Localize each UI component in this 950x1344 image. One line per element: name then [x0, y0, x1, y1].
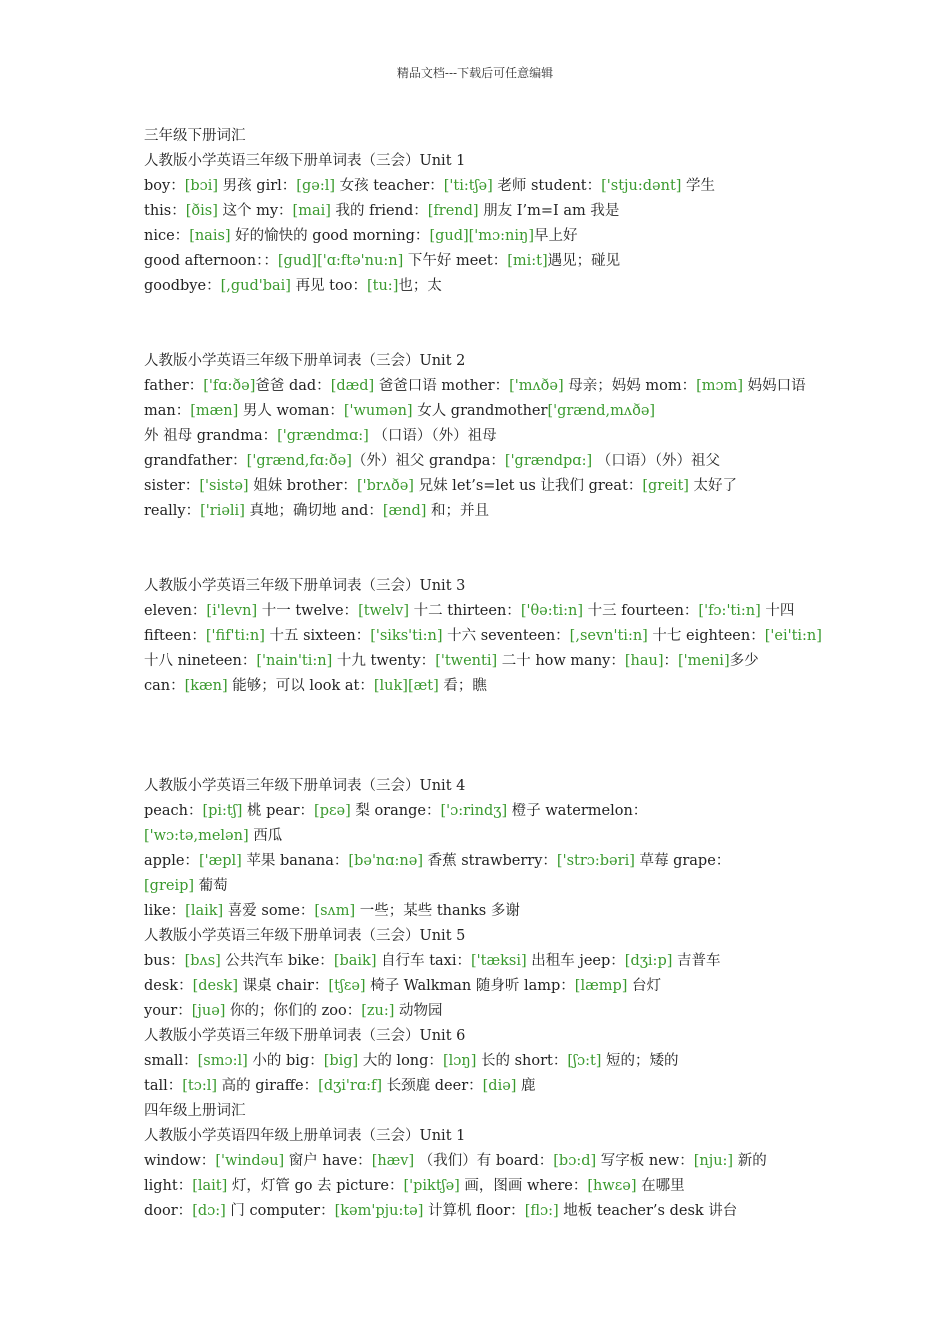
word-text: 十四	[760, 603, 795, 619]
word-text: 也；太	[398, 278, 442, 294]
phonetic-text: [greip]	[144, 878, 195, 894]
word-text: 兄妹 let’s=let us 让我们 great：	[413, 478, 643, 494]
blank-space	[144, 299, 834, 349]
phonetic-text: ['grænd,mʌðə]	[547, 403, 656, 419]
phonetic-text: ['æpl]	[198, 853, 242, 869]
phonetic-text: [ðis]	[185, 203, 218, 219]
word-text: 十六 seventeen：	[442, 628, 570, 644]
word-text: 人教版小学英语三年级下册单词表（三会）Unit 3	[144, 578, 466, 594]
word-text: （口语）（外）祖父	[592, 453, 720, 469]
phonetic-text: [smɔ:l]	[197, 1053, 248, 1069]
word-text: 早上好	[534, 228, 578, 244]
text-line	[144, 399, 834, 424]
word-text: eleven：	[144, 603, 207, 619]
phonetic-text: [læmp]	[574, 978, 628, 994]
phonetic-text: ['fif'ti:n]	[205, 628, 265, 644]
phonetic-text: ['siks'ti:n]	[370, 628, 443, 644]
phonetic-text: ['ɔ:rindʒ]	[440, 803, 508, 819]
word-text: small：	[144, 1053, 198, 1069]
word-text: 男人 woman：	[238, 403, 344, 419]
word-text: 吉普车	[672, 953, 721, 969]
word-text: 下午好 meet：	[403, 253, 508, 269]
phonetic-text: [mi:t]	[507, 253, 548, 269]
word-text: 十五 sixteen：	[264, 628, 371, 644]
word-text: （我们）有 board：	[414, 1153, 554, 1169]
phonetic-text: ['sistə]	[199, 478, 249, 494]
word-text: 香蕉 strawberry：	[423, 853, 557, 869]
phonetic-text: [,gud'bai]	[220, 278, 291, 294]
text-line	[144, 124, 834, 149]
phonetic-text: [pi:tʃ]	[202, 803, 243, 819]
text-line	[144, 574, 834, 599]
word-text: 三年级下册词汇	[144, 128, 246, 144]
phonetic-text: [flɔ:]	[524, 1203, 559, 1219]
word-text: 在哪里	[636, 1178, 685, 1194]
word-text: 灯，灯管 go 去 picture：	[227, 1178, 404, 1194]
word-text: 十一 twelve：	[257, 603, 359, 619]
word-text: 妈妈口语	[743, 378, 806, 394]
text-line	[144, 674, 834, 699]
word-text: 新的	[733, 1153, 767, 1169]
word-text: 长颈鹿 deer：	[382, 1078, 483, 1094]
text-line	[144, 374, 834, 399]
phonetic-text: ['wɔ:tə,melən]	[144, 828, 249, 844]
word-text: door：	[144, 1203, 193, 1219]
phonetic-text: [laik]	[185, 903, 224, 919]
text-line	[144, 349, 834, 374]
word-text: 一些；某些 thanks 多谢	[355, 903, 520, 919]
phonetic-text: ['ei'ti:n]	[764, 628, 822, 644]
phonetic-text: ['mʌðə]	[509, 378, 564, 394]
phonetic-text: ['wumən]	[343, 403, 413, 419]
word-text: 人教版小学英语三年级下册单词表（三会）Unit 4	[144, 778, 466, 794]
word-text: 十九 twenty：	[332, 653, 436, 669]
word-text: 母亲；妈妈 mom：	[563, 378, 697, 394]
phonetic-text: [ænd]	[382, 503, 427, 519]
text-line	[144, 624, 834, 649]
word-text: 人教版小学英语三年级下册单词表（三会）Unit 1	[144, 153, 466, 169]
phonetic-text: ['meni]	[678, 653, 730, 669]
phonetic-text: [twelv]	[358, 603, 410, 619]
word-text: 姐妹 brother：	[248, 478, 357, 494]
phonetic-text: [big]	[323, 1053, 359, 1069]
text-line	[144, 849, 834, 874]
phonetic-text: [i'levn]	[206, 603, 258, 619]
word-text: 朋友 I’m=I am 我是	[478, 203, 620, 219]
phonetic-text: [tɔ:l]	[182, 1078, 218, 1094]
word-text: 计算机 floor：	[423, 1203, 525, 1219]
phonetic-text: ['grændmɑ:]	[277, 428, 369, 444]
text-line	[144, 249, 834, 274]
phonetic-text: ['piktʃə]	[403, 1178, 460, 1194]
phonetic-text: [baik]	[333, 953, 377, 969]
phonetic-text: [gud]['mɔ:niŋ]	[429, 228, 535, 244]
phonetic-text: [zu:]	[361, 1003, 395, 1019]
word-text: 真地；确切地 and：	[244, 503, 383, 519]
word-text: 遇见；碰见	[547, 253, 621, 269]
word-text: fifteen：	[144, 628, 206, 644]
word-text: goodbye：	[144, 278, 221, 294]
word-text: 门 computer：	[225, 1203, 335, 1219]
phonetic-text: [juə]	[191, 1003, 226, 1019]
word-text: 窗户 have：	[284, 1153, 372, 1169]
word-text: 短的；矮的	[601, 1053, 679, 1069]
phonetic-text: ['windəu]	[215, 1153, 285, 1169]
word-text: can：	[144, 678, 185, 694]
text-line	[144, 1124, 834, 1149]
word-text: this：	[144, 203, 186, 219]
word-text: 再见 too：	[290, 278, 367, 294]
phonetic-text: [dʒi:p]	[624, 953, 673, 969]
word-text: 十三 fourteen：	[583, 603, 699, 619]
phonetic-text: ['tæksi]	[471, 953, 527, 969]
word-text: 人教版小学英语三年级下册单词表（三会）Unit 6	[144, 1028, 466, 1044]
word-text: 好的愉快的 good morning：	[230, 228, 430, 244]
text-line	[144, 274, 834, 299]
word-text: bus：	[144, 953, 185, 969]
phonetic-text: [diə]	[482, 1078, 517, 1094]
phonetic-text: [hæv]	[371, 1153, 415, 1169]
phonetic-text: [lait]	[192, 1178, 228, 1194]
phonetic-text: [desk]	[192, 978, 238, 994]
word-text: window：	[144, 1153, 216, 1169]
word-text: 梨 orange：	[350, 803, 441, 819]
phonetic-text: [,sevn'ti:n]	[569, 628, 648, 644]
word-text: 西瓜	[248, 828, 283, 844]
phonetic-text: [gə:l]	[296, 178, 335, 194]
text-line	[144, 499, 834, 524]
text-line	[144, 424, 834, 449]
text-line	[144, 999, 834, 1024]
phonetic-text: [mai]	[292, 203, 331, 219]
phonetic-text: ['stju:dənt]	[601, 178, 682, 194]
word-text: grandfather：	[144, 453, 247, 469]
text-line	[144, 774, 834, 799]
phonetic-text: [bɔ:d]	[553, 1153, 597, 1169]
word-text: 苹果 banana：	[241, 853, 349, 869]
word-text: 动物园	[394, 1003, 443, 1019]
text-line	[144, 949, 834, 974]
word-text: 我的 friend：	[330, 203, 428, 219]
word-text: 鹿	[516, 1078, 536, 1094]
word-text: 椅子 Walkman 随身听 lamp：	[365, 978, 575, 994]
word-text: 看；瞧	[438, 678, 487, 694]
phonetic-text: [tʃɛə]	[328, 978, 366, 994]
phonetic-text: ['fɔ:'ti:n]	[698, 603, 761, 619]
word-text: peach：	[144, 803, 203, 819]
blank-space	[144, 699, 834, 774]
word-text: 写字板 new：	[596, 1153, 694, 1169]
word-text: good afternoon：：	[144, 253, 278, 269]
text-line	[144, 474, 834, 499]
phonetic-text: [dæd]	[330, 378, 375, 394]
word-text: 草莓 grape：	[634, 853, 731, 869]
word-text: nice：	[144, 228, 190, 244]
phonetic-text: [greit]	[642, 478, 689, 494]
phonetic-text: ['grænd,fɑ:ðə]	[246, 453, 352, 469]
text-line	[144, 174, 834, 199]
phonetic-text: [dʒi'rɑ:f]	[318, 1078, 383, 1094]
word-text: 十二 thirteen：	[409, 603, 521, 619]
word-text: 人教版小学英语四年级上册单词表（三会）Unit 1	[144, 1128, 466, 1144]
text-line	[144, 899, 834, 924]
word-text: 葡萄	[194, 878, 228, 894]
word-text: （外）祖父 grandpa：	[351, 453, 505, 469]
text-line	[144, 1024, 834, 1049]
text-line	[144, 149, 834, 174]
phonetic-text: ['fɑ:ðə]	[203, 378, 256, 394]
word-text: light：	[144, 1178, 193, 1194]
text-line	[144, 824, 834, 849]
word-text: father：	[144, 378, 204, 394]
phonetic-text: [kæn]	[184, 678, 228, 694]
phonetic-text: ['nain'ti:n]	[256, 653, 333, 669]
word-text: 公共汽车 bike：	[220, 953, 334, 969]
phonetic-text: [mɔm]	[696, 378, 744, 394]
word-text: 和；并且	[426, 503, 490, 519]
word-text: 课桌 chair：	[238, 978, 329, 994]
word-text: 高的 giraffe：	[217, 1078, 319, 1094]
text-line	[144, 649, 834, 674]
word-text: really：	[144, 503, 201, 519]
word-text: sister：	[144, 478, 200, 494]
word-text: （口语）（外）祖母	[368, 428, 497, 444]
phonetic-text: [nais]	[189, 228, 231, 244]
word-text: 女孩 teacher：	[335, 178, 444, 194]
text-line	[144, 1049, 834, 1074]
phonetic-text: [hwɛə]	[587, 1178, 637, 1194]
phonetic-text: [tu:]	[366, 278, 399, 294]
phonetic-text: [kəm'pju:tə]	[334, 1203, 424, 1219]
text-line	[144, 199, 834, 224]
blank-space	[144, 524, 834, 574]
text-line	[144, 1099, 834, 1124]
text-line	[144, 1074, 834, 1099]
phonetic-text: [nju:]	[693, 1153, 734, 1169]
word-text: boy：	[144, 178, 185, 194]
phonetic-text: ['θə:ti:n]	[520, 603, 583, 619]
word-text: 自行车 taxi：	[376, 953, 471, 969]
phonetic-text: ['riəli]	[200, 503, 245, 519]
word-text: your：	[144, 1003, 192, 1019]
word-text: 二十 how many：	[497, 653, 625, 669]
word-text: 画，图画 where：	[459, 1178, 588, 1194]
word-text: 橙子 watermelon：	[507, 803, 648, 819]
word-text: desk：	[144, 978, 193, 994]
phonetic-text: [bə'nɑ:nə]	[348, 853, 424, 869]
text-line	[144, 924, 834, 949]
word-text: 老师 student：	[492, 178, 602, 194]
phonetic-text: [bʌs]	[184, 953, 221, 969]
word-text: 这个 my：	[217, 203, 293, 219]
text-line	[144, 224, 834, 249]
text-line	[144, 1199, 834, 1224]
phonetic-text: [ʃɔ:t]	[567, 1053, 602, 1069]
word-text: 多少	[729, 653, 759, 669]
text-line	[144, 1149, 834, 1174]
text-line	[144, 1174, 834, 1199]
text-line	[144, 599, 834, 624]
word-text: 外 祖母 grandma：	[144, 428, 278, 444]
word-text: 桃 pear：	[242, 803, 315, 819]
phonetic-text: [bɔi]	[184, 178, 219, 194]
word-text: 出租车 jeep：	[526, 953, 625, 969]
text-line	[144, 449, 834, 474]
word-text: 你的；你们的 zoo：	[225, 1003, 362, 1019]
phonetic-text: ['strɔ:bəri]	[556, 853, 635, 869]
word-text: 四年级上册词汇	[144, 1103, 246, 1119]
word-text: 长的 short：	[476, 1053, 568, 1069]
phonetic-text: [luk][æt]	[373, 678, 439, 694]
vocabulary-list	[144, 124, 834, 1224]
phonetic-text: ['grændpɑ:]	[504, 453, 593, 469]
phonetic-text: [hau]	[624, 653, 664, 669]
phonetic-text: ['ti:tʃə]	[443, 178, 493, 194]
word-text: tall：	[144, 1078, 183, 1094]
word-text: man：	[144, 403, 191, 419]
word-text: 十七 eighteen：	[647, 628, 765, 644]
word-text: 男孩 girl：	[218, 178, 297, 194]
word-text: 小的 big：	[247, 1053, 324, 1069]
phonetic-text: [sʌm]	[314, 903, 356, 919]
word-text: 太好了	[688, 478, 738, 494]
word-text: 爸爸 dad：	[255, 378, 331, 394]
page-header: 精品文档---下载后可任意编辑	[396, 66, 554, 80]
word-text: 喜爱 some：	[223, 903, 315, 919]
phonetic-text: ['twenti]	[435, 653, 498, 669]
phonetic-text: [frend]	[427, 203, 479, 219]
phonetic-text: [mæn]	[190, 403, 239, 419]
word-text: apple：	[144, 853, 199, 869]
word-text: ：	[663, 653, 678, 669]
text-line	[144, 874, 834, 899]
word-text: 女人 grandmother	[412, 403, 548, 419]
phonetic-text: ['brʌðə]	[356, 478, 414, 494]
word-text: 能够；可以 look at：	[227, 678, 374, 694]
text-line	[144, 799, 834, 824]
word-text: 大的 long：	[358, 1053, 443, 1069]
word-text: 人教版小学英语三年级下册单词表（三会）Unit 5	[144, 928, 466, 944]
text-line	[144, 974, 834, 999]
phonetic-text: [gud]['ɑ:ftə'nu:n]	[277, 253, 404, 269]
word-text: like：	[144, 903, 186, 919]
word-text: 爸爸口语 mother：	[374, 378, 510, 394]
word-text: 人教版小学英语三年级下册单词表（三会）Unit 2	[144, 353, 466, 369]
word-text: 十八 nineteen：	[144, 653, 257, 669]
word-text: 地板 teacher’s desk 讲台	[558, 1203, 738, 1219]
word-text: 台灯	[627, 978, 662, 994]
phonetic-text: [pɛə]	[314, 803, 351, 819]
phonetic-text: [lɔŋ]	[442, 1053, 477, 1069]
word-text: 学生	[681, 178, 716, 194]
phonetic-text: [dɔ:]	[192, 1203, 226, 1219]
